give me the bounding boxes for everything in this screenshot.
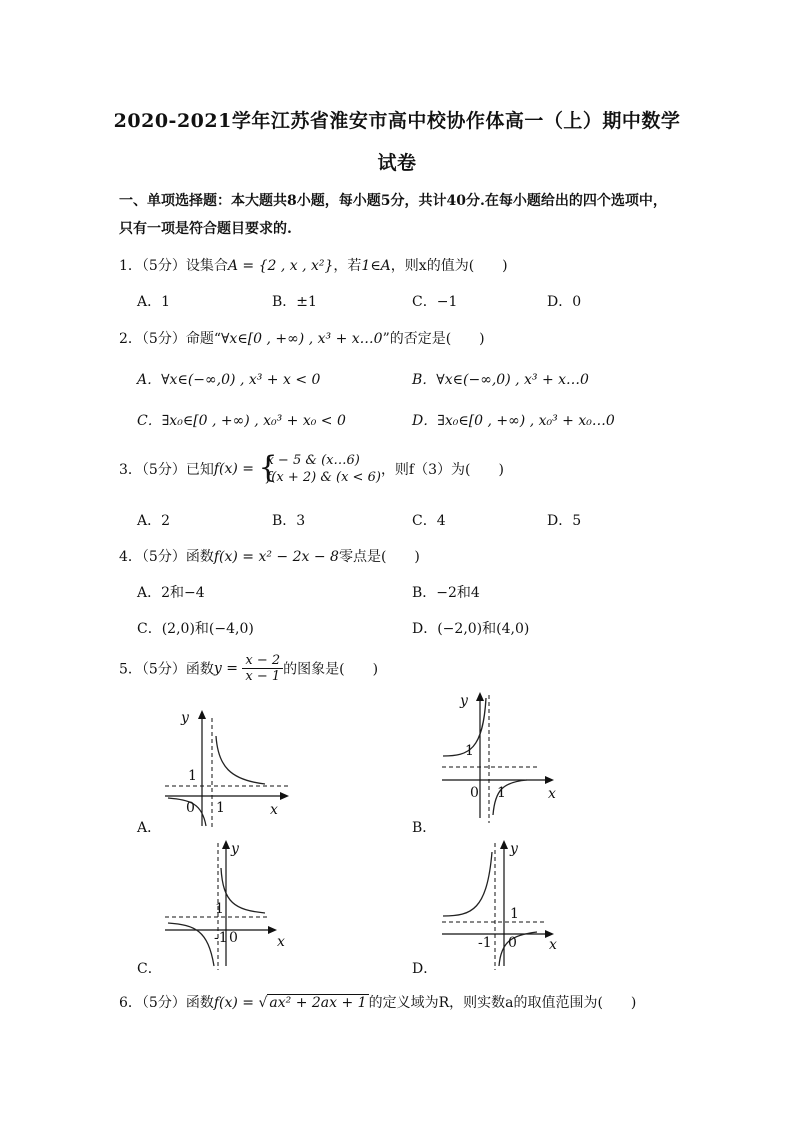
- q3-option-d: D．5: [547, 513, 582, 529]
- graph-a-x-arrow: [280, 792, 289, 800]
- section-heading-line1: 一、单项选择题：本大题共8小题，每小题5分，共计40分.在每小题给出的四个选项中，: [119, 193, 667, 209]
- graph-d-origin: 0: [508, 935, 517, 951]
- graph-d-neg-one: -1: [478, 935, 492, 951]
- graph-c-right-branch: [221, 868, 265, 913]
- graph-d-right-branch: [499, 932, 537, 966]
- graph-d-left-branch: [443, 852, 492, 916]
- q3-brace: {: [258, 450, 278, 485]
- q2-prefix: 2．（5分）命题“: [119, 331, 221, 347]
- q5-denominator: x − 1: [245, 669, 281, 684]
- graph-a-right-branch: [216, 736, 265, 784]
- q2-option-c: C．∃x₀∈[0 , +∞) , x₀³ + x₀ < 0: [137, 413, 346, 429]
- graph-a-x-label: x: [270, 802, 278, 818]
- graph-d-y-arrow: [500, 840, 508, 849]
- q3-suffix: ，则f（3）为( ): [380, 462, 504, 478]
- graph-b-one-x: 1: [497, 785, 506, 801]
- q5-suffix: 的图象是( ): [283, 661, 379, 678]
- graph-c-one-y: 1: [215, 901, 224, 917]
- graph-a-one-y: 1: [188, 768, 197, 784]
- q2-option-a: A．∀x∈(−∞,0) , x³ + x < 0: [137, 372, 321, 388]
- q6-prefix: 6．（5分）函数: [119, 995, 214, 1011]
- graph-c-origin: 0: [229, 930, 238, 946]
- question-5: [119, 653, 378, 684]
- q6-sqrt-sign: √: [258, 995, 268, 1011]
- q6-fx: f(x) =: [213, 995, 255, 1011]
- q5-option-a: A．: [137, 820, 162, 836]
- q4-option-b: B．−2和4: [412, 585, 480, 601]
- section-heading-line2: 只有一项是符合题目要求的.: [119, 221, 292, 237]
- q1-prefix: 1．（5分）设集合: [119, 258, 228, 274]
- graph-b-x-label: x: [548, 786, 556, 802]
- graph-c-neg-one: -1: [214, 930, 228, 946]
- q4-expr: f(x) = x² − 2x − 8: [213, 549, 339, 565]
- q1-condition: 1∈A: [361, 258, 391, 274]
- graph-c-y-arrow: [222, 840, 230, 849]
- graph-b-origin: 0: [470, 785, 479, 801]
- q5-graph-b: [437, 690, 562, 825]
- graph-b-y-label: y: [460, 693, 468, 709]
- graph-c-y-label: y: [231, 841, 239, 857]
- graph-b-x-arrow: [545, 776, 554, 784]
- graph-d-x-label: x: [549, 937, 557, 953]
- question-1: [119, 255, 508, 275]
- q3-piecewise: [258, 452, 380, 486]
- q1-option-d: D．0: [547, 294, 582, 310]
- q4-option-a: A．2和−4: [137, 585, 205, 601]
- q4-suffix: 零点是( ): [338, 549, 420, 565]
- graph-b-one-y: 1: [465, 743, 474, 759]
- q1-set-expr: A = {2 , x , x²}: [227, 258, 334, 274]
- q3-case-1: x − 5 & (x…6): [266, 453, 360, 468]
- q1-option-c: C．−1: [412, 294, 458, 310]
- q4-option-d: D．(−2,0)和(4,0): [412, 621, 530, 637]
- q1-suffix: ，则x的值为( ): [390, 258, 508, 274]
- q1-mid: ，若: [333, 258, 362, 274]
- q3-prefix: 3．（5分）已知: [119, 462, 214, 478]
- q4-prefix: 4．（5分）函数: [119, 549, 214, 565]
- graph-d-y-label: y: [510, 841, 518, 857]
- q5-numerator: x − 2: [242, 653, 283, 669]
- q3-case-2: f(x + 2) & (x < 6): [266, 470, 381, 485]
- graph-b-y-arrow: [476, 692, 484, 701]
- graph-c-x-label: x: [277, 934, 285, 950]
- q5-graph-d: [437, 838, 562, 973]
- question-2: [119, 328, 485, 348]
- q6-suffix: 的定义域为R，则实数a的取值范围为( ): [368, 995, 637, 1011]
- q5-option-d: D．: [412, 961, 438, 977]
- graph-a-y-label: y: [181, 710, 189, 726]
- graph-a-origin: 0: [186, 800, 195, 816]
- exam-title-line2: 试卷: [377, 152, 417, 174]
- q1-option-a: A．1: [137, 294, 171, 310]
- graph-a-y-arrow: [198, 710, 206, 719]
- question-3: [119, 452, 504, 486]
- graph-c-x-arrow: [268, 926, 277, 934]
- q5-option-c: C．: [137, 961, 162, 977]
- q2-proposition: ∀x∈[0 , +∞) , x³ + x…0: [220, 331, 383, 347]
- q5-fraction: [242, 653, 283, 684]
- q3-option-a: A．2: [137, 513, 171, 529]
- q5-option-b: B．: [412, 820, 437, 836]
- q3-option-c: C．4: [412, 513, 446, 529]
- q2-option-d: D．∃x₀∈[0 , +∞) , x₀³ + x₀…0: [412, 413, 615, 429]
- question-4: [119, 546, 420, 566]
- q2-suffix: ”的否定是( ): [382, 331, 485, 347]
- exam-title-line1: 2020-2021学年江苏省淮安市高中校协作体高一（上）期中数学: [113, 110, 681, 132]
- q6-radicand: ax² + 2ax + 1: [269, 995, 367, 1011]
- q5-y: y =: [213, 660, 238, 677]
- graph-d-one-y: 1: [510, 906, 519, 922]
- question-6: [119, 992, 636, 1012]
- graph-a-one-x: 1: [216, 800, 225, 816]
- q1-option-b: B．±1: [272, 294, 317, 310]
- q4-option-c: C．(2,0)和(−4,0): [137, 621, 254, 637]
- q3-fx: f(x) =: [213, 461, 255, 477]
- q2-option-b: B．∀x∈(−∞,0) , x³ + x…0: [412, 372, 589, 388]
- q5-prefix: 5．（5分）函数: [119, 661, 214, 678]
- q3-option-b: B．3: [272, 513, 306, 529]
